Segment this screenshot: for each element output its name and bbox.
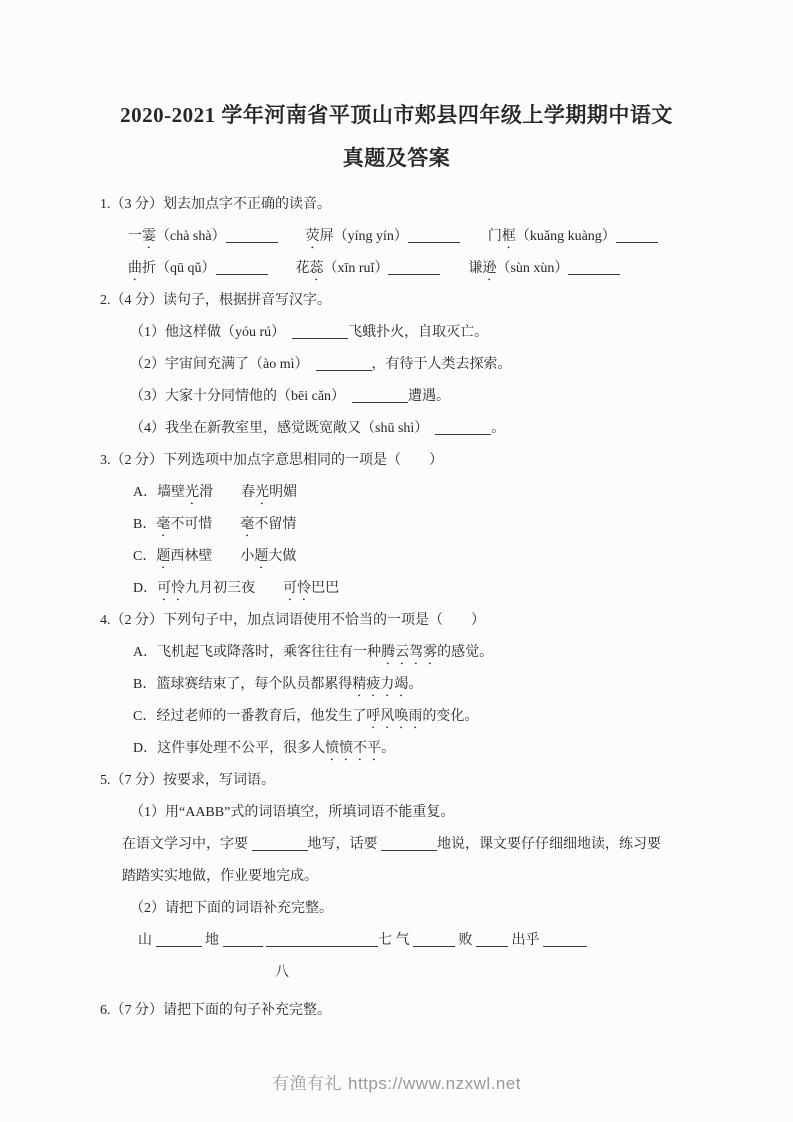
- question-4-option-b: B．篮球赛结束了，每个队员都累得精疲力竭。: [133, 677, 423, 692]
- footer-site-name: 有渔有礼: [271, 1074, 342, 1093]
- emphasized-characters: 题: [254, 549, 269, 564]
- question-5-item-1: （1）用“AABB”式的词语填空，所填词语不能重复。: [130, 805, 455, 820]
- question-3-option-b: B．毫不可惜 毫不留情: [133, 517, 297, 532]
- emphasized-characters: 毫: [240, 517, 255, 532]
- question-2-header: 2.（4 分）读句子，根据拼音写汉字。: [100, 293, 331, 308]
- emphasized-characters: 光: [185, 485, 200, 500]
- question-4-header: 4.（2 分）下列句子中，加点词语使用不恰当的一项是（ ）: [100, 613, 485, 628]
- fill-in-blank: [543, 933, 587, 947]
- question-3-option-d: D．可怜九月初三夜 可怜巴巴: [133, 581, 340, 596]
- fill-in-blank: [616, 229, 658, 243]
- fill-in-blank: [408, 229, 460, 243]
- fill-in-blank: [156, 933, 202, 947]
- title-line-2: 真题及答案: [342, 146, 451, 170]
- emphasized-characters: 精疲力竭: [352, 677, 409, 692]
- question-3-header: 3.（2 分）下列选项中加点字意思相同的一项是（ ）: [100, 453, 443, 468]
- emphasized-characters: 霎: [142, 229, 156, 244]
- emphasized-characters: 毫: [156, 517, 171, 532]
- question-1-pinyin-row-2: 曲折（qū qǔ） 花蕊（xīn ruǐ） 谦逊（sùn xùn）: [0, 253, 793, 285]
- question-2-item-4: （4）我坐在新教室里，感觉既宽敞又（shū shì） 。: [130, 421, 506, 436]
- fill-in-blank: [316, 357, 372, 371]
- emphasized-characters: 荧: [305, 229, 320, 244]
- question-5-word-line-1: 山 地 七 气 败 出乎: [0, 925, 793, 957]
- fill-in-blank: [223, 933, 263, 947]
- fill-in-blank: [226, 229, 278, 243]
- emphasized-characters: 题: [156, 549, 171, 564]
- page-footer: [0, 1069, 793, 1094]
- footer-url: https://www.nzxwl.net: [347, 1074, 521, 1093]
- fill-in-blank: [476, 933, 508, 947]
- title-line-1: 2020-2021 学年河南省平顶山市郏县四年级上学期期中语文: [120, 103, 673, 127]
- question-5-word-line-2: 八: [275, 965, 289, 980]
- exam-body: [0, 189, 793, 1027]
- question-1-pinyin-row-1: 一霎（chà shà） 荧屏（yíng yín） 门框（kuǎng kuàng）: [0, 221, 793, 253]
- emphasized-characters: 蕊: [309, 261, 324, 276]
- emphasized-characters: 腾云驾雾: [381, 645, 438, 660]
- question-4-option-c: C．经过老师的一番教育后，他发生了呼风唤雨的变化。: [133, 709, 479, 724]
- question-4-option-d: D．这件事处理不公平，很多人愤愤不平。: [133, 741, 396, 756]
- question-4-option-a: A．飞机起飞或降落时，乘客往往有一种腾云驾雾的感觉。: [133, 645, 494, 660]
- question-5-header: 5.（7 分）按要求，写词语。: [100, 773, 275, 788]
- emphasized-characters: 愤愤不平: [325, 741, 382, 756]
- emphasized-characters: 框: [501, 229, 516, 244]
- question-3-option-a: A．墙壁光滑 春光明媚: [133, 485, 298, 500]
- fill-in-blank: [568, 261, 620, 275]
- question-2-item-3: （3）大家十分同情他的（bēi cǎn） 遭遇。: [130, 389, 451, 404]
- fill-in-blank: [435, 421, 491, 435]
- question-1-header: 1.（3 分）划去加点字不正确的读音。: [100, 197, 331, 212]
- question-2-item-1: （1）他这样做（yóu rú） 飞蛾扑火，自取灭亡。: [130, 325, 489, 340]
- emphasized-characters: 光: [255, 485, 270, 500]
- fill-in-blank: [413, 933, 455, 947]
- emphasized-characters: 曲: [128, 261, 142, 276]
- fill-in-blank: [266, 933, 378, 947]
- fill-in-blank: [381, 837, 437, 851]
- question-5-fill-line-1: 在语文学习中，字要 地写，话要 地说，课文要仔仔细细地读，练习要: [122, 837, 661, 852]
- question-6-header: 6.（7 分）请把下面的句子补充完整。: [100, 1003, 331, 1018]
- page-title: [0, 0, 793, 180]
- question-2-item-2: （2）宇宙间充满了（ào mì） ，有待于人类去探索。: [130, 357, 512, 372]
- emphasized-characters: 可怜: [157, 581, 186, 596]
- fill-in-blank: [216, 261, 268, 275]
- fill-in-blank: [388, 261, 440, 275]
- fill-in-blank: [352, 389, 408, 403]
- fill-in-blank: [292, 325, 348, 339]
- emphasized-characters: 逊: [482, 261, 497, 276]
- emphasized-characters: 呼风唤雨: [366, 709, 423, 724]
- fill-in-blank: [252, 837, 308, 851]
- question-5-fill-line-2: 踏踏实实地做，作业要地完成。: [122, 869, 318, 884]
- question-3-option-c: C．题西林壁 小题大做: [133, 549, 297, 564]
- question-5-item-2: （2）请把下面的词语补充完整。: [130, 901, 333, 916]
- emphasized-characters: 可怜: [283, 581, 312, 596]
